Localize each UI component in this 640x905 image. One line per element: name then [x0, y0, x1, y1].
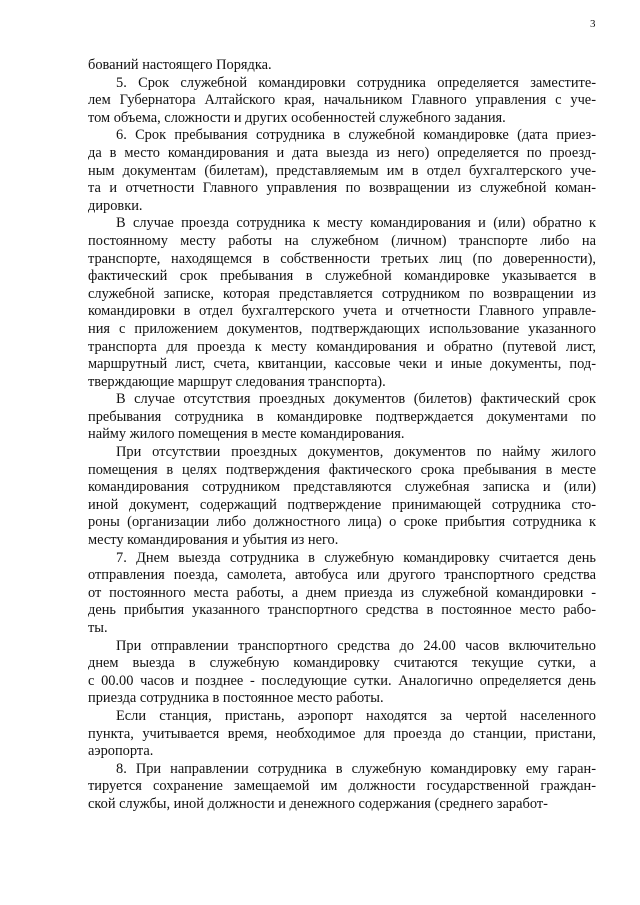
text-line: помещения в целях подтверждения фактического срока пребывания в месте: [88, 461, 596, 478]
text-line: пребывания сотрудника в командировке подтверждается документами по: [88, 408, 596, 425]
text-line: найму жилого помещения в месте командирования.: [88, 426, 405, 443]
paragraph: [88, 391, 596, 444]
text-line: фактический срок пребывания в служебной командировке указывается в: [88, 268, 596, 285]
text-line: дировки.: [88, 197, 143, 214]
document-body: [88, 57, 596, 814]
text-line: При отправлении транспортного средства до 24.00 часов включительно: [116, 637, 596, 654]
page-number: 3: [590, 18, 596, 30]
text-line: В случае отсутствия проездных документов (билетов) фактический срок: [116, 391, 596, 408]
text-line: та и отчетности Главного управления по возвращении из служебной коман-: [88, 180, 596, 197]
text-line: ным документам (билетам), представляемым им в отдел бухгалтерского уче-: [88, 162, 596, 179]
text-line: служебной записке, которая представляется сотрудником по возвращении из: [88, 285, 596, 302]
text-line: аэропорта.: [88, 743, 154, 760]
text-line: 7. Днем выезда сотрудника в служебную командировку считается день: [116, 549, 596, 566]
text-line: отправления поезда, самолета, автобуса или другого транспортного средства: [88, 567, 596, 584]
text-line: иной документ, содержащий подтверждение принимающей сотрудника сто-: [88, 496, 596, 513]
text-line: Если станция, пристань, аэропорт находятся за чертой населенного: [116, 707, 596, 724]
text-line: том объема, сложности и других особенностей служебного задания.: [88, 109, 506, 126]
text-line: ской службы, иной должности и денежного содержания (среднего заработ-: [88, 795, 548, 812]
paragraph: [88, 638, 596, 708]
text-line: приезда сотрудника в постоянное место работы.: [88, 690, 384, 707]
text-line: При отсутствии проездных документов, документов по найму жилого: [116, 444, 596, 461]
text-line: от постоянного места работы, а днем приезда из служебной командировки -: [88, 584, 596, 601]
text-line: роны (организации либо должностного лица) о сроке прибытия сотрудника к: [88, 514, 596, 531]
text-line: месту командирования и убытия из него.: [88, 532, 339, 549]
text-line: 8. При направлении сотрудника в служебную командировку ему гаран-: [116, 760, 596, 777]
text-line: В случае проезда сотрудника к месту командирования и (или) обратно к: [116, 215, 596, 232]
text-line: транспорта для проезда к месту командирования и обратно (путевой лист,: [88, 338, 596, 355]
text-line: транспорте, находящемся в собственности третьих лиц (по доверенности),: [88, 250, 596, 267]
paragraph: [88, 215, 596, 391]
text-line: командирования сотрудником представляются служебная записка и (или): [88, 479, 596, 496]
text-line: да в место командирования и дата выезда из него) определяется по проезд-: [88, 144, 596, 161]
paragraph: [88, 57, 596, 75]
paragraph: [88, 127, 596, 215]
text-line: днем выезда в служебную командировку считаются текущие сутки, а: [88, 655, 596, 672]
text-line: с 00.00 часов и позднее - последующие сутки. Аналогично определяется день: [88, 672, 596, 689]
paragraph: [88, 75, 596, 128]
text-line: день прибытия указанного транспортного средства в постоянное место рабо-: [88, 602, 596, 619]
text-line: тируется сохранение замещаемой им должности государственной граждан-: [88, 778, 596, 795]
text-line: постоянному месту работы на служебном (личном) транспорте либо на: [88, 232, 596, 249]
text-line: 6. Срок пребывания сотрудника в служебной командировке (дата приез-: [116, 127, 596, 144]
paragraph: [88, 550, 596, 638]
text-line: маршрутный лист, счета, квитанции, кассовые чеки и иные документы, под-: [88, 356, 596, 373]
text-line: командировки в отдел бухгалтерского учета и отчетности Главного управле-: [88, 303, 596, 320]
text-line: ты.: [88, 620, 108, 636]
text-line: 5. Срок служебной командировки сотрудника определяется заместите-: [116, 74, 596, 91]
text-line: лем Губернатора Алтайского края, начальником Главного управления с уче-: [88, 92, 596, 109]
text-line: бований настоящего Порядка.: [88, 57, 272, 73]
paragraph: [88, 761, 596, 814]
text-line: пункта, учитывается время, необходимое для проезда до станции, пристани,: [88, 725, 596, 742]
text-line: ния с приложением документов, подтверждающих использование указанного: [88, 320, 596, 337]
paragraph: [88, 444, 596, 550]
paragraph: [88, 708, 596, 761]
text-line: тверждающие маршрут следования транспорта).: [88, 373, 386, 390]
